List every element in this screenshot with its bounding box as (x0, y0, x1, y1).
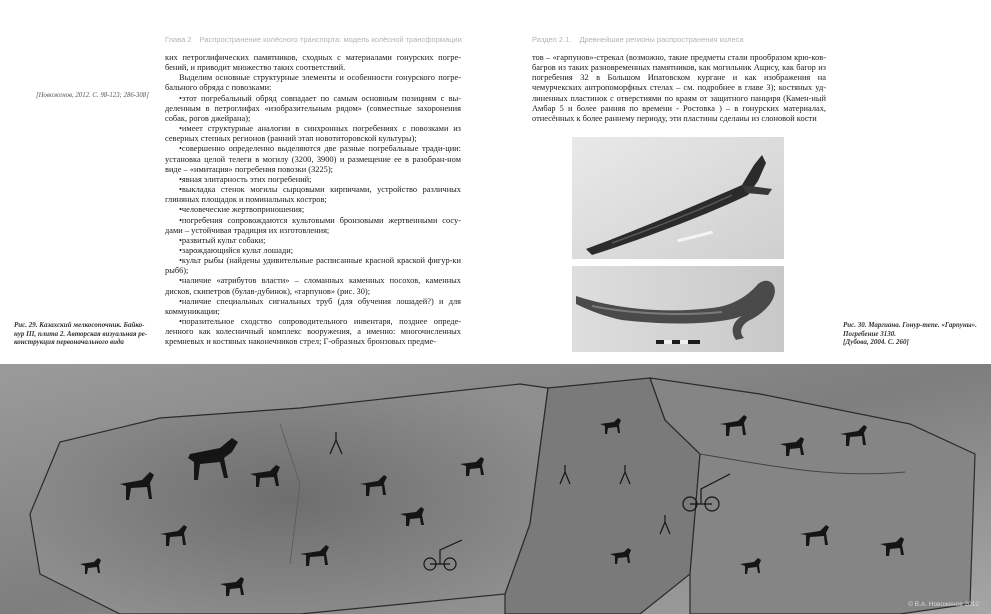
paragraph: •зарождающийся культ лошади; (179, 245, 294, 255)
caption-line: Рис. 29. Казахский мелкосопочник. Байко- (14, 321, 145, 329)
paragraph: Выделим основные структурные элементы и особенности гонурского погре-бального обряда с повозками: (165, 73, 461, 93)
paragraph: тов – «гарпунов»-стрекал (возможно, такие предметы стали прообразом крю-ков-багров из таких разновременных памятников, как могильник Ащису, как багор из погребения 32 в Большом Ипатовском кургане и как изображения на чемурчекских антропоморфных стелах – см. подробнее в главе 3); костяных уд-линенных пластинок с отверстиями по краям от защитного панциря (Камен-ный Амбар 5 и более ранняя по времени - Ростовка ) – в гонурских материалах, отнесённых к более раннему периоду, эти пластины сделаны из слоновой кости (532, 53, 826, 123)
chapter-label: Глава 2 (165, 35, 192, 44)
paragraph: •наличие «атрибутов власти» – сломанных каменных посохов, каменных дисков, скипетров (булав-дубинок), «гарпунов» (рис. 30); (165, 276, 461, 296)
paragraph: •явная элитарность этих погребений; (179, 174, 312, 184)
figure-caption-29 (14, 321, 164, 347)
harpoon-image-top (572, 137, 784, 259)
paragraph: •поразительное сходство сопроводительного инвентаря, позднее опреде-ленного как колесничный комплекс вооружения, а именно: многочисленных кремневых и костяных наконечников стрел; Г-образных бронзовых предме- (165, 317, 461, 347)
harpoon-image-bottom (572, 266, 784, 352)
paragraph: •погребения сопровождаются культовыми бронзовыми жертвенными сосу-дами – устойчивая традиция их изготовления; (165, 215, 461, 235)
copyright-note: © В.А. Новоженов 2012 (908, 601, 979, 608)
caption-line: [Дубова, 2004. С. 260] (843, 338, 909, 347)
chapter-title: Распространение колёсного транспорта: модель колёсной трансформации (199, 35, 462, 44)
paragraph: •совершенно определенно выделяются две разные погребальные тради-ции: установка целой телеги в могилу (3200, 3900) и размещение ее в разобран-ном виде – «имитация» погребения повозки (3225); (165, 144, 461, 174)
paragraph: •выкладка стенок могилы сырцовыми кирпичами, устройство различных глиняных площадок и поминальных костров; (165, 185, 461, 205)
left-body-text (165, 53, 461, 348)
caption-line: Рис. 30. Маргиана. Гонур-тепе. «Гарпуны». (843, 321, 977, 329)
harpoon-photo-bottom (572, 266, 784, 352)
paragraph: •человеческие жертвоприношения; (179, 205, 305, 215)
figure-caption-30 (843, 321, 988, 347)
petroglyph-image (0, 364, 991, 614)
reference-note: [Новоженов, 2012. С. 98-123; 286-308] (36, 92, 149, 99)
paragraph: •развитый культ собаки; (179, 235, 266, 245)
running-head-right (532, 35, 744, 44)
petroglyph-panorama (0, 364, 991, 614)
paragraph: •имеет структурные аналогии в синхронных погребениях с повозками из северных степных регионов (ранний этап новотиторовской культуры); (165, 124, 461, 144)
paragraph: ких петроглифических памятников, сходных с материалами гонурских погре-бений, и приводит множество таких соответствий. (165, 53, 461, 73)
paragraph: •культ рыбы (найдены удивительные расписанные красной краской фигур-ки рыб6); (165, 256, 461, 276)
caption-line: нур III, плита 2. Авторская визуальная ре- (14, 329, 148, 338)
section-label: Раздел 2.1. (532, 35, 572, 44)
caption-line: Погребение 3130. (843, 329, 897, 338)
running-head-left (165, 35, 462, 44)
harpoon-photo-top (572, 137, 784, 259)
section-title: Древнейшие регионы распространения колеса (579, 35, 744, 44)
right-body-text (532, 53, 826, 124)
paragraph: •наличие специальных сигнальных труб (для обучения лошадей?) и для коммуникации; (165, 296, 461, 316)
paragraph: •этот погребальный обряд совпадает по самым основным позициям с вы-деленным в петроглифах «изобразительным рядом» (совместные захоронения собак, рогов джейрана); (165, 93, 461, 123)
caption-line: конструкция первоначального вида (14, 338, 124, 347)
